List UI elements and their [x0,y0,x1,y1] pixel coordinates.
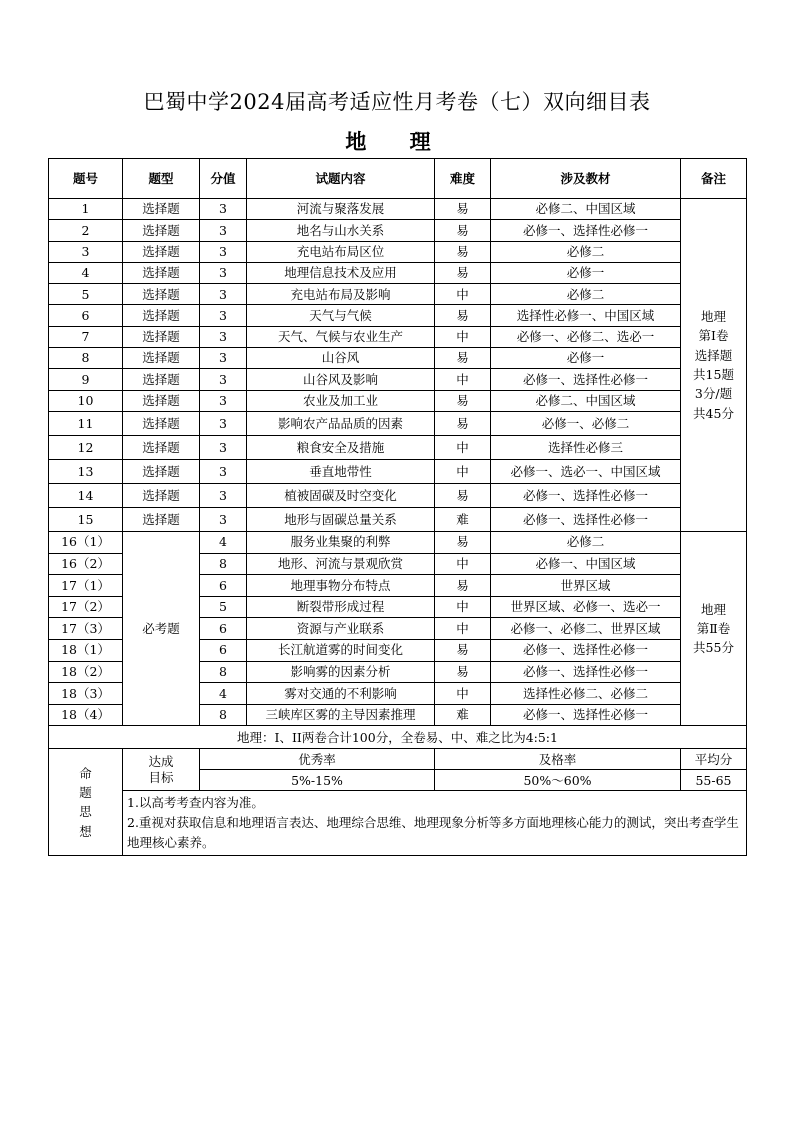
no-cell: 12 [49,435,123,459]
part2-note [681,531,747,725]
level-cell: 易 [435,390,491,411]
score-cell: 3 [200,507,247,531]
book-cell: 必修一 [491,262,681,283]
design-label-char: 命 [79,765,92,781]
goal-label-line: 目标 [148,769,174,785]
score-cell: 8 [200,553,247,575]
table-row [49,241,747,262]
book-cell: 世界区域、必修一、选必一 [491,596,681,618]
no-cell: 11 [49,411,123,435]
score-cell: 3 [200,305,247,326]
type-cell: 选择题 [123,326,200,347]
idea-line: 1.以高考考查内容为准。 [127,795,264,811]
book-cell: 必修一、选择性必修一 [491,507,681,531]
header-score: 分值 [200,159,247,199]
content-cell: 地名与山水关系 [247,220,435,241]
type-cell: 选择题 [123,262,200,283]
no-cell: 1 [49,199,123,220]
book-cell: 必修一、选择性必修一 [491,220,681,241]
score-cell: 8 [200,704,247,726]
content-cell: 农业及加工业 [247,390,435,411]
page-title: 巴蜀中学2024届高考适应性月考卷（七）双向细目表 [143,90,651,114]
design-label [49,749,123,856]
note-line: 地理 [700,601,726,617]
table-row [49,262,747,283]
spec-table [48,158,747,856]
note-line: 共55分 [693,640,734,656]
header-level: 难度 [435,159,491,199]
score-cell: 4 [200,531,247,553]
book-cell: 必修一、选必一、中国区域 [491,459,681,483]
score-cell: 3 [200,459,247,483]
content-cell: 资源与产业联系 [247,618,435,640]
design-label-char: 思 [79,804,92,820]
type-cell: 选择题 [123,241,200,262]
content-cell: 河流与聚落发展 [247,199,435,220]
metric-value-average: 55-65 [681,770,747,791]
type-cell: 选择题 [123,507,200,531]
table-row [49,305,747,326]
content-cell: 长江航道雾的时间变化 [247,639,435,661]
level-cell: 中 [435,284,491,305]
content-cell: 地形与固碳总量关系 [247,507,435,531]
book-cell: 必修一、选择性必修一 [491,639,681,661]
level-cell: 中 [435,435,491,459]
no-cell: 17（3） [49,618,123,640]
goal-label-line: 达成 [148,754,174,770]
content-cell: 天气、气候与农业生产 [247,326,435,347]
summary-body [49,726,747,749]
level-cell: 中 [435,459,491,483]
no-cell: 16（1） [49,531,123,553]
table-row [49,459,747,483]
score-cell: 6 [200,575,247,597]
book-cell: 必修二 [491,284,681,305]
content-cell: 断裂带形成过程 [247,596,435,618]
no-cell: 7 [49,326,123,347]
type-cell: 选择题 [123,459,200,483]
metric-name-average: 平均分 [681,749,747,770]
no-cell: 4 [49,262,123,283]
content-cell: 雾对交通的不利影响 [247,683,435,705]
book-cell: 必修一、选择性必修一 [491,704,681,726]
level-cell: 易 [435,411,491,435]
metric-value-excellent: 5%-15% [200,770,435,791]
score-cell: 4 [200,683,247,705]
book-cell: 必修一、必修二、世界区域 [491,618,681,640]
table-row [49,390,747,411]
note-line: 选择题 [694,347,733,363]
type-cell: 选择题 [123,348,200,369]
no-cell: 13 [49,459,123,483]
score-cell: 3 [200,262,247,283]
table-row [49,369,747,390]
no-cell: 3 [49,241,123,262]
book-cell: 必修一 [491,348,681,369]
goal-label [123,749,200,791]
score-cell: 3 [200,326,247,347]
idea-line: 2.重视对获取信息和地理语言表达、地理综合思维、地理现象分析等多方面地理核心能力的测试，突出考查学生地理核心素养。 [127,815,739,851]
type-cell: 选择题 [123,369,200,390]
level-cell: 易 [435,199,491,220]
table-row [49,326,747,347]
metric-name-pass: 及格率 [435,749,681,770]
metric-value-pass: 50%～60% [435,770,681,791]
score-cell: 3 [200,284,247,305]
note-line: 3分/题 [694,386,733,402]
score-cell: 3 [200,220,247,241]
no-cell: 2 [49,220,123,241]
type-cell: 选择题 [123,390,200,411]
book-cell: 必修一、选择性必修一 [491,661,681,683]
part2-body [49,531,747,725]
content-cell: 垂直地带性 [247,459,435,483]
book-cell: 选择性必修三 [491,435,681,459]
book-cell: 必修二 [491,531,681,553]
note-line: 地理 [700,308,726,324]
score-cell: 3 [200,390,247,411]
no-cell: 5 [49,284,123,305]
table-row [49,435,747,459]
no-cell: 16（2） [49,553,123,575]
no-cell: 17（2） [49,596,123,618]
level-cell: 易 [435,575,491,597]
content-cell: 充电站布局区位 [247,241,435,262]
no-cell: 10 [49,390,123,411]
table-row [49,411,747,435]
table-row [49,220,747,241]
book-cell: 必修一、选择性必修一 [491,369,681,390]
design-label-char: 想 [79,823,92,839]
table-row [49,507,747,531]
content-cell: 天气与气候 [247,305,435,326]
book-cell: 选择性必修一、中国区域 [491,305,681,326]
type-cell: 必考题 [123,531,200,725]
table-row [49,531,747,553]
level-cell: 难 [435,507,491,531]
part1-body [49,199,747,532]
content-cell: 服务业集聚的利弊 [247,531,435,553]
level-cell: 中 [435,326,491,347]
content-cell: 影响农产品品质的因素 [247,411,435,435]
score-cell: 3 [200,348,247,369]
score-cell: 5 [200,596,247,618]
no-cell: 18（3） [49,683,123,705]
table-row [49,199,747,220]
design-label-char: 题 [79,784,92,800]
score-cell: 6 [200,618,247,640]
type-cell: 选择题 [123,284,200,305]
book-cell: 必修二、中国区域 [491,390,681,411]
book-cell: 必修一、必修二 [491,411,681,435]
level-cell: 中 [435,553,491,575]
no-cell: 17（1） [49,575,123,597]
part1-note [681,199,747,532]
table-row [49,284,747,305]
type-cell: 选择题 [123,411,200,435]
no-cell: 18（1） [49,639,123,661]
table-row [49,483,747,507]
no-cell: 18（2） [49,661,123,683]
note-line: 共15题 [693,366,734,382]
score-cell: 3 [200,241,247,262]
content-cell: 粮食安全及措施 [247,435,435,459]
no-cell: 15 [49,507,123,531]
level-cell: 易 [435,531,491,553]
score-cell: 3 [200,435,247,459]
score-cell: 3 [200,411,247,435]
level-cell: 中 [435,369,491,390]
level-cell: 易 [435,262,491,283]
content-cell: 地形、河流与景观欣赏 [247,553,435,575]
header-book: 涉及教材 [491,159,681,199]
type-cell: 选择题 [123,199,200,220]
content-cell: 地理信息技术及应用 [247,262,435,283]
no-cell: 8 [49,348,123,369]
type-cell: 选择题 [123,435,200,459]
content-cell: 植被固碳及时空变化 [247,483,435,507]
table-row [49,348,747,369]
level-cell: 易 [435,305,491,326]
book-cell: 必修一、选择性必修一 [491,483,681,507]
type-cell: 选择题 [123,220,200,241]
header-row [49,159,747,199]
level-cell: 易 [435,220,491,241]
level-cell: 易 [435,639,491,661]
note-line: 第Ⅰ卷 [698,328,729,344]
note-line: 第Ⅱ卷 [696,620,731,636]
level-cell: 难 [435,704,491,726]
score-cell: 3 [200,199,247,220]
content-cell: 充电站布局及影响 [247,284,435,305]
level-cell: 易 [435,661,491,683]
page-subtitle: 地 理 [345,129,449,154]
book-cell: 选择性必修二、必修二 [491,683,681,705]
level-cell: 中 [435,683,491,705]
design-body [49,749,747,856]
header-content: 试题内容 [247,159,435,199]
no-cell: 18（4） [49,704,123,726]
type-cell: 选择题 [123,483,200,507]
design-ideas [123,791,747,856]
no-cell: 9 [49,369,123,390]
header-note: 备注 [681,159,747,199]
content-cell: 影响雾的因素分析 [247,661,435,683]
header-no: 题号 [49,159,123,199]
book-cell: 必修二、中国区域 [491,199,681,220]
score-cell: 3 [200,483,247,507]
score-cell: 8 [200,661,247,683]
level-cell: 易 [435,348,491,369]
content-cell: 地理事物分布特点 [247,575,435,597]
no-cell: 6 [49,305,123,326]
level-cell: 中 [435,618,491,640]
score-cell: 3 [200,369,247,390]
no-cell: 14 [49,483,123,507]
level-cell: 易 [435,241,491,262]
book-cell: 必修二 [491,241,681,262]
type-cell: 选择题 [123,305,200,326]
header-type: 题型 [123,159,200,199]
book-cell: 世界区域 [491,575,681,597]
level-cell: 易 [435,483,491,507]
content-cell: 三峡库区雾的主导因素推理 [247,704,435,726]
summary-text: 地理：I、II两卷合计100分，全卷易、中、难之比为4:5:1 [49,726,747,749]
content-cell: 山谷风及影响 [247,369,435,390]
book-cell: 必修一、必修二、选必一 [491,326,681,347]
content-cell: 山谷风 [247,348,435,369]
note-line: 共45分 [693,405,734,421]
book-cell: 必修一、中国区域 [491,553,681,575]
metric-name-excellent: 优秀率 [200,749,435,770]
score-cell: 6 [200,639,247,661]
level-cell: 中 [435,596,491,618]
